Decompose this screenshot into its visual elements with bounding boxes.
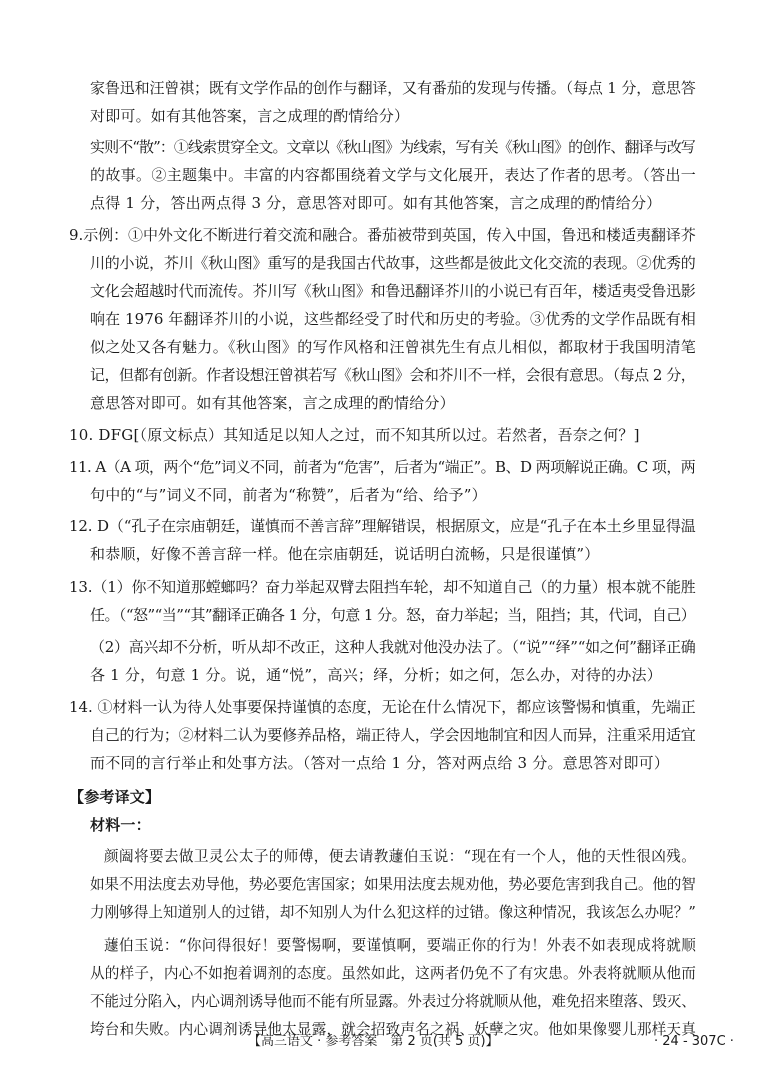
text-line: 和恭顺，好像不善言辞一样。他在宗庙朝廷，说话明白流畅，只是很谨慎”） xyxy=(90,545,600,563)
text-line: 10. DFG[（原文标点）其知适足以知人之过，而不知其所以过。若然者，吾奈之何？] xyxy=(69,426,640,444)
page-code: · 24 - 307C · xyxy=(654,1034,734,1049)
text-line: 材料一： xyxy=(90,816,151,834)
text-line: 点得 1 分，答出两点得 3 分，意思答对即可。如有其他答案，言之成理的酌情给分） xyxy=(90,194,662,212)
text-line: 从的样子，内心不如抱着调剂的态度。虽然如此，这两者仍免不了有灾患。外表将就顺从他而 xyxy=(90,965,696,982)
text-line: 颜阖将要去做卫灵公太子的师傅，便去请教蘧伯玉说：“现在有一个人，他的天性很凶残。 xyxy=(104,848,697,865)
text-line: 句中的“与”词义不同，前者为“称赞”，后者为“给、给予”） xyxy=(90,486,487,504)
text-line: 家鲁迅和汪曾祺；既有文学作品的创作与翻译，又有番茄的发现与传播。（每点 1 分，意思答 xyxy=(90,79,696,97)
text-line: 文化会超越时代而流传。芥川写《秋山图》和鲁迅翻译芥川的小说已有百年，楼适夷受鲁迅影 xyxy=(90,282,696,300)
text-line: 的故事。②主题集中。丰富的内容都围绕着文学与文化展开，表达了作者的思考。（答出一 xyxy=(90,166,697,184)
text-line: 12. D（“孔子在宗庙朝廷，谨慎而不善言辞”理解错误，根据原文，应是“孔子在本土乡里显得温 xyxy=(69,517,696,535)
text-line: 似之处又各有魅力。《秋山图》的写作风格和汪曾祺先生有点儿相似，都取材于我国明清笔 xyxy=(90,338,697,356)
text-line: 【参考译文】 xyxy=(69,788,161,806)
text-line: 9.示例：①中外文化不断进行着交流和融合。番茄被带到英国，传入中国，鲁迅和楼适夷翻译芥 xyxy=(69,226,696,244)
text-line: 记，但都有创新。作者设想汪曾祺若写《秋山图》会和芥川不一样，会很有意思。（每点 2 分， xyxy=(90,366,696,384)
text-line: 响在 1976 年翻译芥川的小说，这些都经受了时代和历史的考验。③优秀的文学作品既有相 xyxy=(90,310,696,328)
text-line: 自己的行为；②材料二认为要修养品格，端正待人，学会因地制宜和因人而异，注重采用适宜 xyxy=(90,726,696,744)
text-line: 各 1 分，句意 1 分。说，通“悦”，高兴；绎，分析；如之何，怎么办，对待的办法） xyxy=(90,666,662,684)
text-line: 意思答对即可。如有其他答案，言之成理的酌情给分） xyxy=(90,394,455,412)
text-line: （2）高兴却不分析，听从却不改正，这种人我就对他没办法了。（“说”“绎”“如之何”翻译正确 xyxy=(90,638,696,656)
text-line: 如果不用法度去劝导他，势必要危害国家；如果用法度去规劝他，势必要危害到我自己。他的智 xyxy=(90,876,696,893)
text-line: 11. A（A 项，两个“危”词义不同，前者为“危害”，后者为“端正”。B、D 两项解说正确。C 项，两 xyxy=(69,458,696,476)
text-line: 实则不“散”：①线索贯穿全文。文章以《秋山图》为线索，写有关《秋山图》的创作、翻译与改写 xyxy=(90,138,695,156)
text-line: 13.（1）你不知道那螳螂吗？奋力举起双臂去阻挡车轮，却不知道自己（的力量）根本就不能胜 xyxy=(69,578,696,596)
text-line: 14. ①材料一认为待人处事要保持谨慎的态度，无论在什么情况下，都应该警惕和慎重，先端正 xyxy=(69,698,696,716)
text-line: 蘧伯玉说：“你问得很好！要警惕啊，要谨慎啊，要端正你的行为！外表不如表现成将就顺 xyxy=(104,937,697,954)
text-line: 川的小说，芥川《秋山图》重写的是我国古代故事，这些都是彼此文化交流的表现。②优秀的 xyxy=(90,254,696,272)
text-line: 力刚够得上知道别人的过错，却不知别人为什么犯这样的过错。像这种情况，我该怎么办呢？” xyxy=(90,904,696,921)
text-line: 任。（“怒”“当”“其”翻译正确各 1 分，句意 1 分。怒，奋力举起；当，阻挡；其，代词，自己） xyxy=(90,606,696,624)
text-line: 对即可。如有其他答案，言之成理的酌情给分） xyxy=(90,107,410,125)
text-line: 而不同的言行举止和处事方法。（答对一点给 1 分，答对两点给 3 分。意思答对即可） xyxy=(90,754,670,772)
page-footer-title: 【高三语文 · 参考答案 第 2 页(共 5 页)】 xyxy=(248,1034,499,1049)
text-line: 不能过分陷入，内心调剂诱导他而不能有所显露。外表过分将就顺从他，难免招来堕落、毁灭、 xyxy=(90,993,696,1010)
text-line: 垮台和失败。内心调剂诱导他太显露，就会招致声名之祸、妖孽之灾。他如果像婴儿那样天真 xyxy=(90,1021,696,1038)
